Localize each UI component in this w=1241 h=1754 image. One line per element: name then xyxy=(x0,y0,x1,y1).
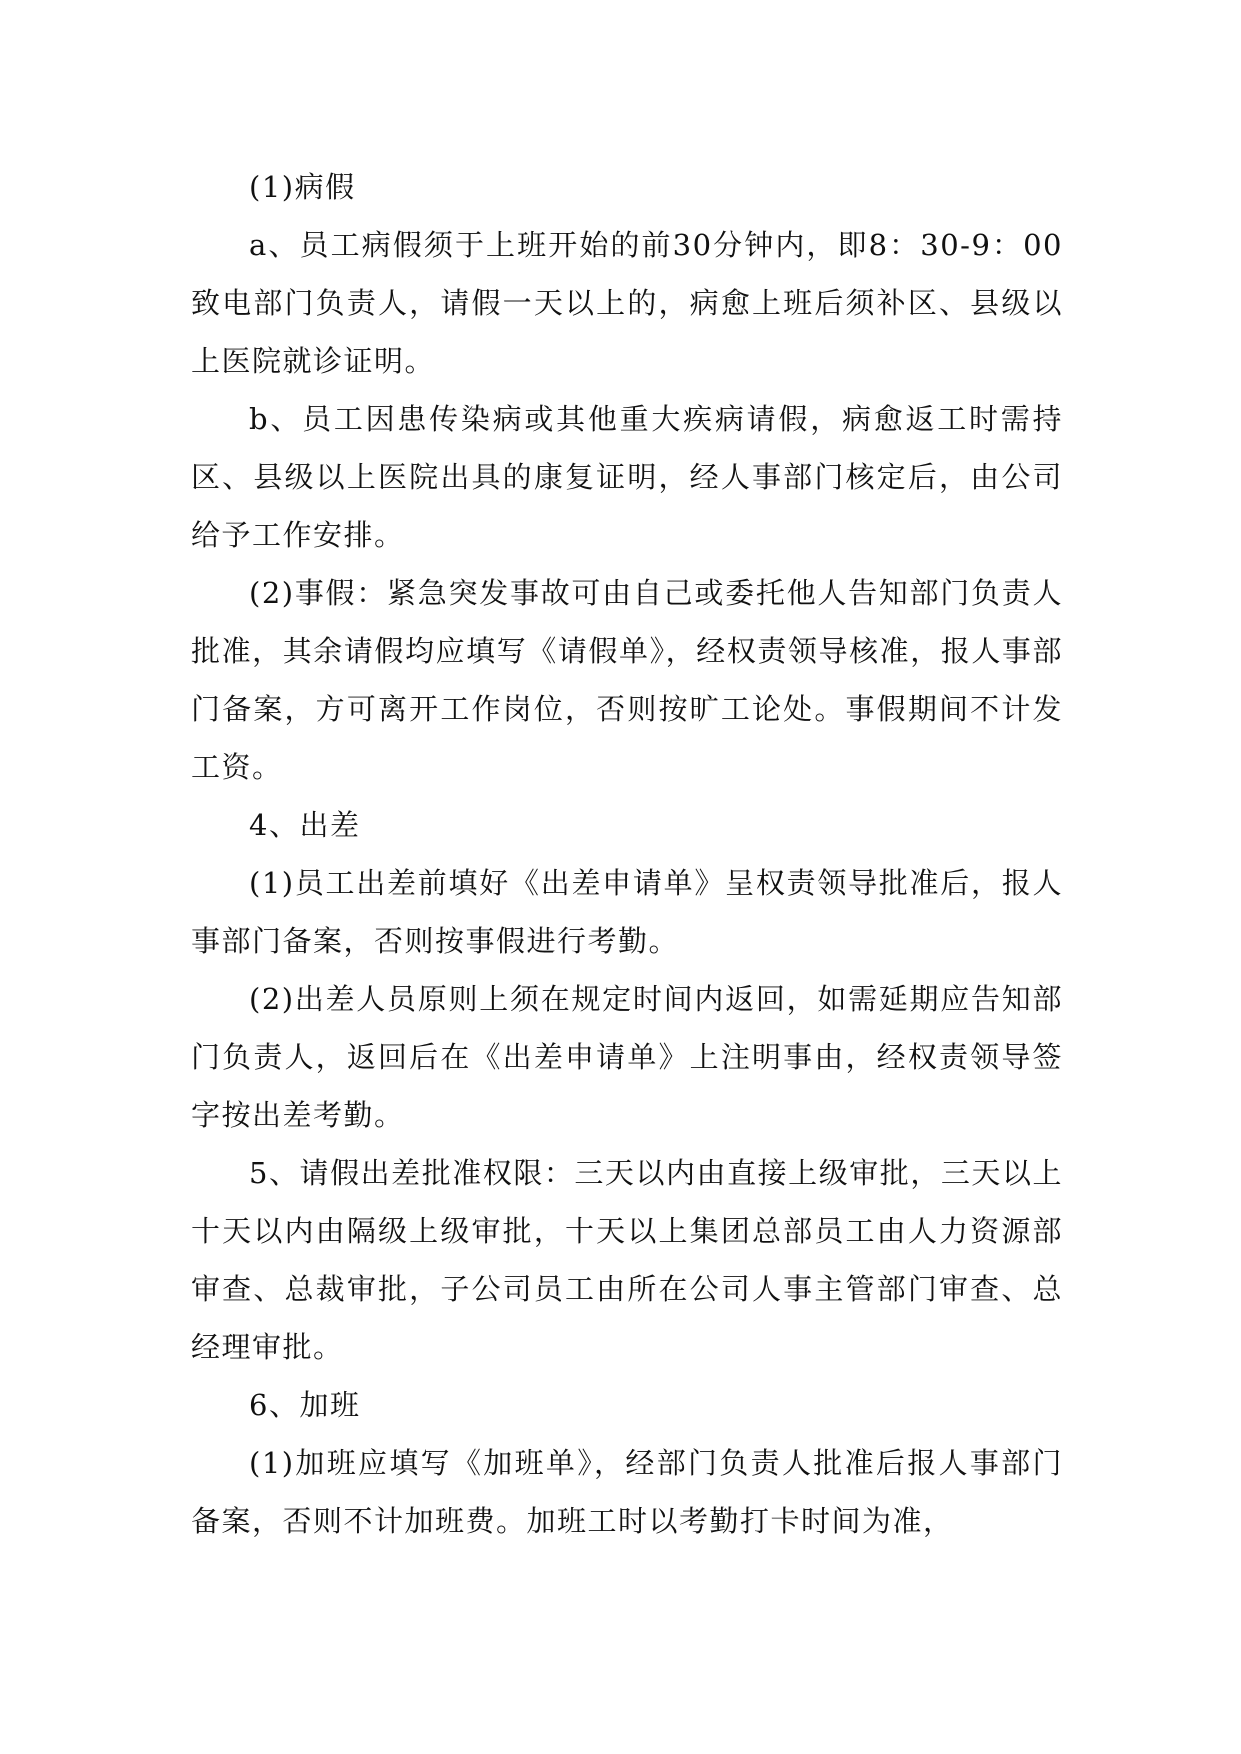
paragraph-business-trip-1: (1)员工出差前填好《出差申请单》呈权责领导批准后，报人事部门备案，否则按事假进行考勤。 xyxy=(191,866,1063,958)
paragraph-sick-leave-heading: (1)病假 xyxy=(249,170,356,204)
document-body xyxy=(191,158,1063,1550)
paragraph-personal-leave: (2)事假：紧急突发事故可由自己或委托他人告知部门负责人批准，其余请假均应填写《请假单》，经权责领导核准，报人事部门备案，方可离开工作岗位，否则按旷工论处。事假期间不计发工资。 xyxy=(191,576,1063,784)
section-heading-overtime: 6、加班 xyxy=(249,1388,361,1422)
paragraph-sick-leave-b: b、员工因患传染病或其他重大疾病请假，病愈返工时需持区、县级以上医院出具的康复证明，经人事部门核定后，由公司给予工作安排。 xyxy=(191,402,1063,552)
section-heading-business-trip: 4、出差 xyxy=(249,808,361,842)
paragraph-sick-leave-a: a、员工病假须于上班开始的前30分钟内，即8：30-9：00致电部门负责人，请假一天以上的，病愈上班后须补区、县级以上医院就诊证明。 xyxy=(191,228,1063,378)
paragraph-overtime-1: (1)加班应填写《加班单》，经部门负责人批准后报人事部门备案，否则不计加班费。加班工时以考勤打卡时间为准， xyxy=(191,1446,1063,1538)
paragraph-approval-authority: 5、请假出差批准权限：三天以内由直接上级审批，三天以上十天以内由隔级上级审批，十天以上集团总部员工由人力资源部审查、总裁审批，子公司员工由所在公司人事主管部门审查、总经理审批。 xyxy=(191,1156,1063,1364)
paragraph-business-trip-2: (2)出差人员原则上须在规定时间内返回，如需延期应告知部门负责人，返回后在《出差申请单》上注明事由，经权责领导签字按出差考勤。 xyxy=(191,982,1063,1132)
